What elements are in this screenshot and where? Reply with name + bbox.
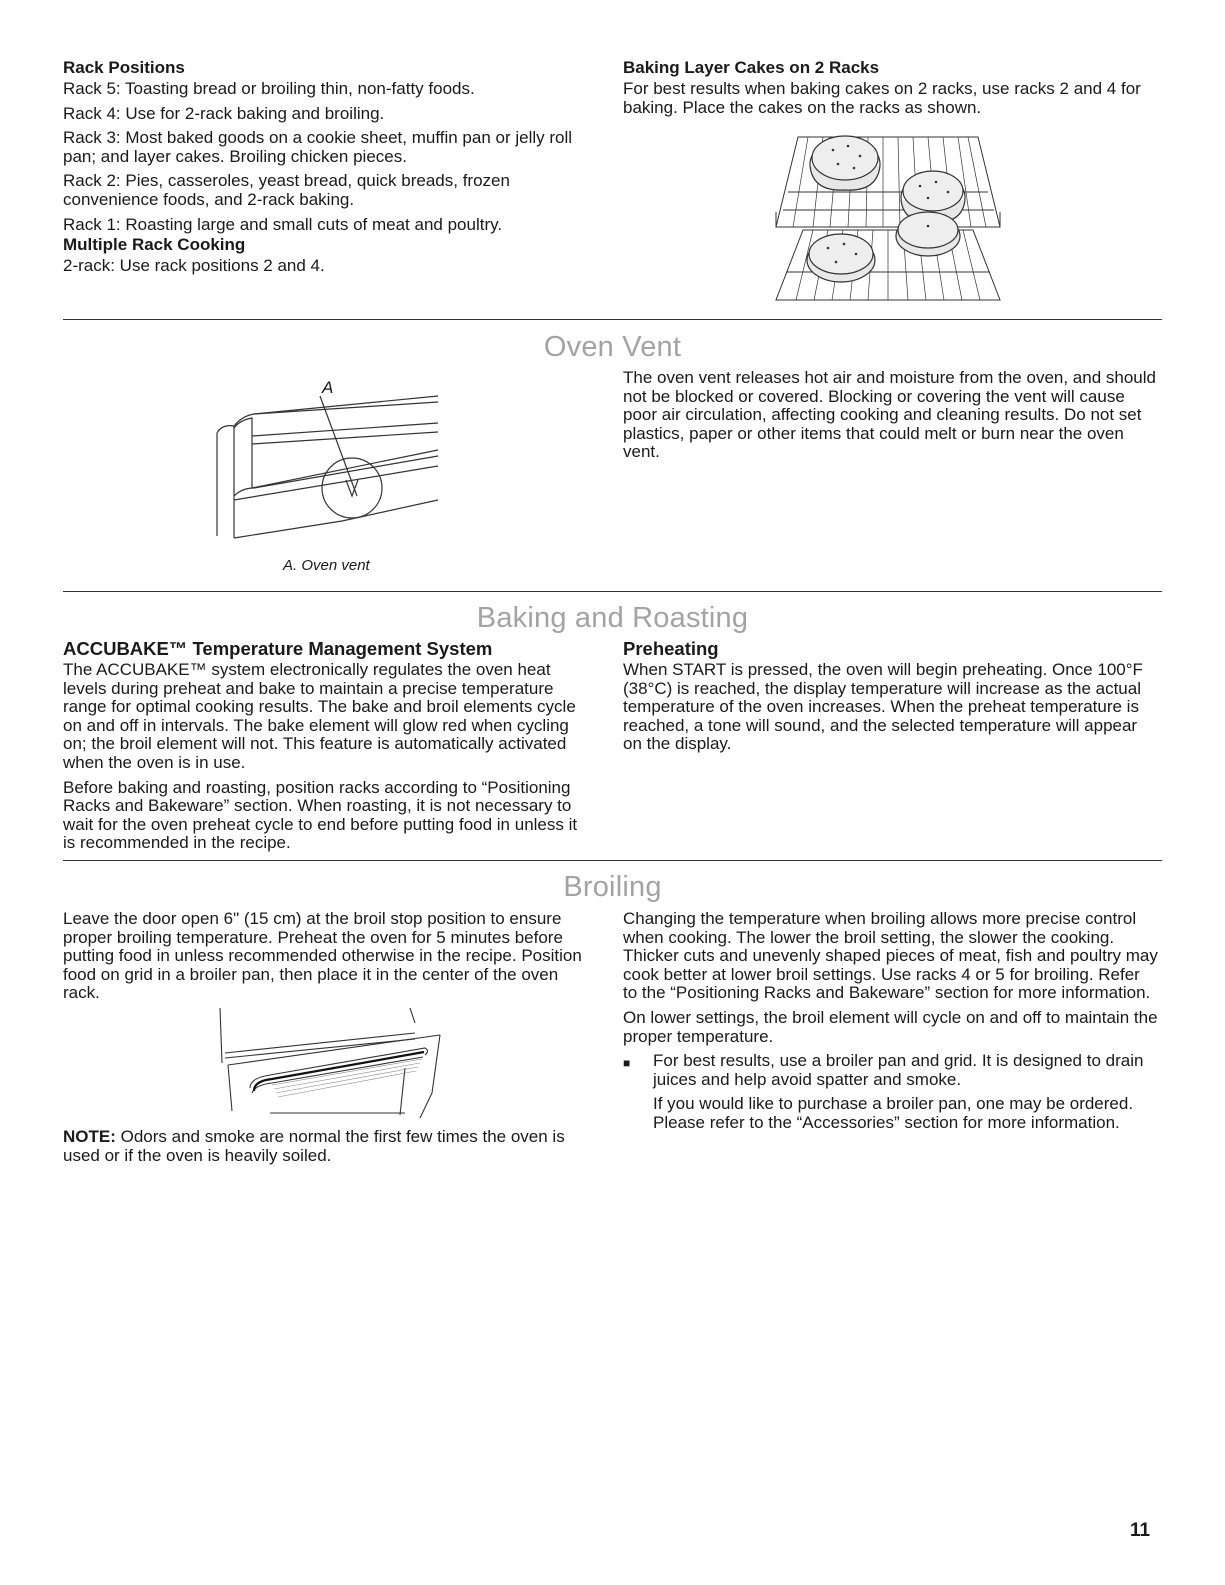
accubake-section: [63, 639, 593, 859]
broiling-right-paragraph-2: On lower settings, the broil element will cycle on and off to maintain the proper temperature.: [623, 1007, 1158, 1046]
section-divider: [63, 860, 1162, 861]
broiling-title: Broiling: [563, 871, 662, 903]
multiple-rack-heading: Multiple Rack Cooking: [63, 235, 246, 255]
layer-cakes-text: For best results when baking cakes on 2 racks, use racks 2 and 4 for baking. Place the cakes on the racks as shown.: [623, 79, 1141, 117]
racks-cakes-illustration: [768, 132, 1008, 307]
baking-roasting-title: Baking and Roasting: [476, 602, 749, 634]
preheating-section: [623, 639, 1158, 760]
rack-5-text: Rack 5: Toasting bread or broiling thin, non-fatty foods.: [63, 79, 475, 98]
section-divider: [63, 319, 1162, 320]
layer-cakes-section: [623, 58, 1158, 123]
broiling-left-text: Leave the door open 6" (15 cm) at the broil stop position to ensure proper broiling temperature. Preheat the oven for 5 minutes before putting food in unless recommended otherwise in the recipe. Position food on grid in a broiler pan, then place it in the center of the oven rack.: [63, 909, 582, 1003]
broiler-pan-bullet-text: For best results, use a broiler pan and grid. It is designed to drain juices and help avoid spatter and smoke.: [653, 1051, 1144, 1089]
rack-positions-section: [63, 58, 603, 282]
oven-vent-text: The oven vent releases hot air and moisture from the oven, and should not be blocked or covered. Blocking or covering the vent will cause poor air circulation, affecting cooking and cleaning results. Do not set plastics, paper or other items that could melt or burn near the oven vent.: [623, 368, 1156, 462]
broiling-right-column: [623, 910, 1158, 1139]
oven-vent-text-block: [623, 369, 1158, 462]
broil-door-illustration: [210, 1003, 445, 1123]
preheating-heading: Preheating: [623, 638, 719, 659]
bullet-square-icon: ■: [623, 1056, 631, 1071]
rack-1-text: Rack 1: Roasting large and small cuts of meat and poultry.: [63, 214, 503, 234]
note-label: NOTE:: [63, 1127, 116, 1146]
broiler-pan-order-text: If you would like to purchase a broiler pan, one may be ordered. Please refer to the “Accessories” section for more information.: [653, 1094, 1134, 1132]
broiling-left-text-block: [63, 910, 593, 1009]
preheating-text: When START is pressed, the oven will begin preheating. Once 100°F (38°C) is reached, the display temperature will increase as the actual temperature of the oven increases. When the preheat temperature is reached, a tone will sound, and the selected temperature will appear on the display.: [623, 660, 1143, 754]
section-divider: [63, 591, 1162, 592]
multiple-rack-text: 2-rack: Use rack positions 2 and 4.: [63, 256, 325, 276]
layer-cakes-heading: Baking Layer Cakes on 2 Racks: [623, 58, 880, 77]
accubake-paragraph-1: The ACCUBAKE™ system electronically regulates the oven heat levels during preheat and bake to maintain a precise temperature range for optimal cooking results. The bake and broil elements cycle on and off in intervals. The bake element will glow red when cycling on; the broil element will not. This feature is automatically activated when the oven is in use.: [63, 660, 576, 772]
vent-callout-label: A: [322, 378, 334, 397]
broiling-right-paragraph-1: Changing the temperature when broiling allows more precise control when cooking. The lower the broil setting, the slower the cooking. Thicker cuts and unevenly shaped pieces of meat, fish and poultry may cook better at lower broil settings. Use racks 4 or 5 for broiling. Refer to the “Positioning Racks and Bakeware” section for more information.: [623, 909, 1158, 1003]
page-number: 11: [1130, 1520, 1151, 1541]
rack-positions-heading: Rack Positions: [63, 58, 185, 77]
accubake-paragraph-2: Before baking and roasting, position racks according to “Positioning Racks and Bakeware” section. When roasting, it is not necessary to wait for the oven preheat cycle to end before putting food in unless it is recommended in the recipe.: [63, 777, 578, 853]
rack-4-text: Rack 4: Use for 2-rack baking and broiling.: [63, 103, 385, 123]
rack-3-text: Rack 3: Most baked goods on a cookie sheet, muffin pan or jelly roll pan; and layer cakes. Broiling chicken pieces.: [63, 128, 573, 166]
oven-vent-illustration: [212, 388, 442, 543]
accubake-heading: ACCUBAKE™ Temperature Management System: [63, 638, 493, 659]
oven-vent-caption: A. Oven vent: [283, 557, 370, 574]
rack-2-text: Rack 2: Pies, casseroles, yeast bread, quick breads, frozen convenience foods, and 2-rack baking.: [63, 171, 510, 209]
note-text: Odors and smoke are normal the first few times the oven is used or if the oven is heavily soiled.: [63, 1127, 565, 1165]
broiler-pan-bullet: [623, 1052, 1158, 1138]
broiling-note-block: [63, 1128, 593, 1171]
broiling-note: [63, 1128, 593, 1165]
oven-vent-title: Oven Vent: [543, 331, 682, 363]
